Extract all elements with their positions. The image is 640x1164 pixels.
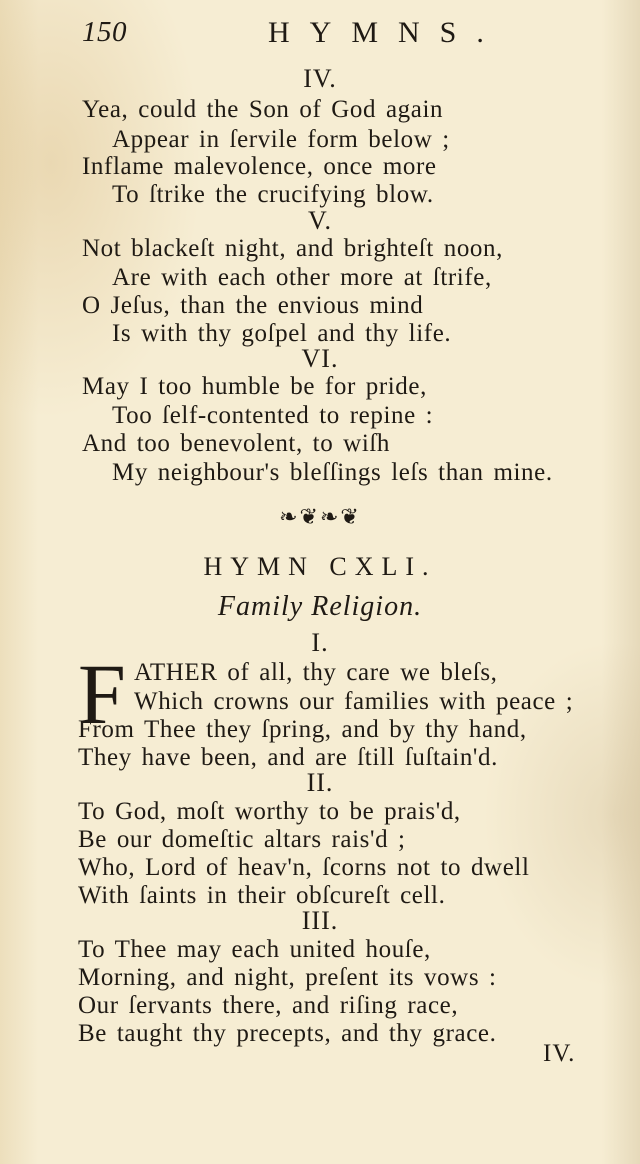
verse-line: ATHER of all, thy care we bleſs, [134,659,498,686]
verse-line: Not blackeſt night, and brighteſt noon, [82,235,503,262]
stanza-number-iv: IV. [303,64,337,93]
page-header [82,14,530,54]
verse-line: And too benevolent, to wiſh [82,430,391,457]
stanza-number-iii: III. [301,906,339,935]
catchword: IV. [543,1040,576,1067]
verse-line: Which crowns our families with peace ; [134,688,574,715]
verse-line: To Thee may each united houſe, [78,936,431,963]
verse-line: Morning, and night, preſent its vows : [78,964,497,991]
verse-line: From Thee they ſpring, and by thy hand, [78,716,527,743]
verse-line: Inflame malevolence, once more [82,153,437,180]
stanza-number-vi: VI. [301,344,339,373]
running-head: HYMNS. [268,16,504,49]
hymn-title: HYMN CXLI. [203,552,437,581]
verse-line: They have been, and are ſtill ſuſtain'd. [78,744,498,771]
hymn-subtitle: Family Religion. [217,591,423,622]
page-number: 150 [82,16,127,48]
verse-line: Be taught thy precepts, and thy grace. [78,1020,497,1047]
verse-line: Appear in ſervile form below ; [112,126,450,153]
fleuron-ornament: ❧❦❧❦ [279,504,361,529]
verse-line: Be our domeſtic altars rais'd ; [78,826,406,853]
verse-line: Too ſelf-contented to repine : [112,402,434,429]
verse-line: My neighbour's bleſſings leſs than mine. [112,459,553,486]
verse-line: O Jeſus, than the envious mind [82,292,424,319]
verse-line: Is with thy goſpel and thy life. [112,320,452,347]
stanza-number-ii: II. [306,768,334,797]
stanza-number-i: I. [311,628,329,657]
verse-line: With ſaints in their obſcureſt cell. [78,882,446,909]
verse-line: Are with each other more at ſtrife, [112,264,492,291]
verse-line: May I too humble be for pride, [82,373,427,400]
verse-line: To God, moſt worthy to be prais'd, [78,798,461,825]
verse-line: Yea, could the Son of God again [82,96,444,123]
drop-cap: F [78,646,126,742]
verse-line: Who, Lord of heav'n, ſcorns not to dwell [78,854,530,881]
verse-line: Our ſervants there, and riſing race, [78,992,459,1019]
stanza-number-v: V. [308,206,332,235]
verse-line: To ſtrike the crucifying blow. [112,181,434,208]
